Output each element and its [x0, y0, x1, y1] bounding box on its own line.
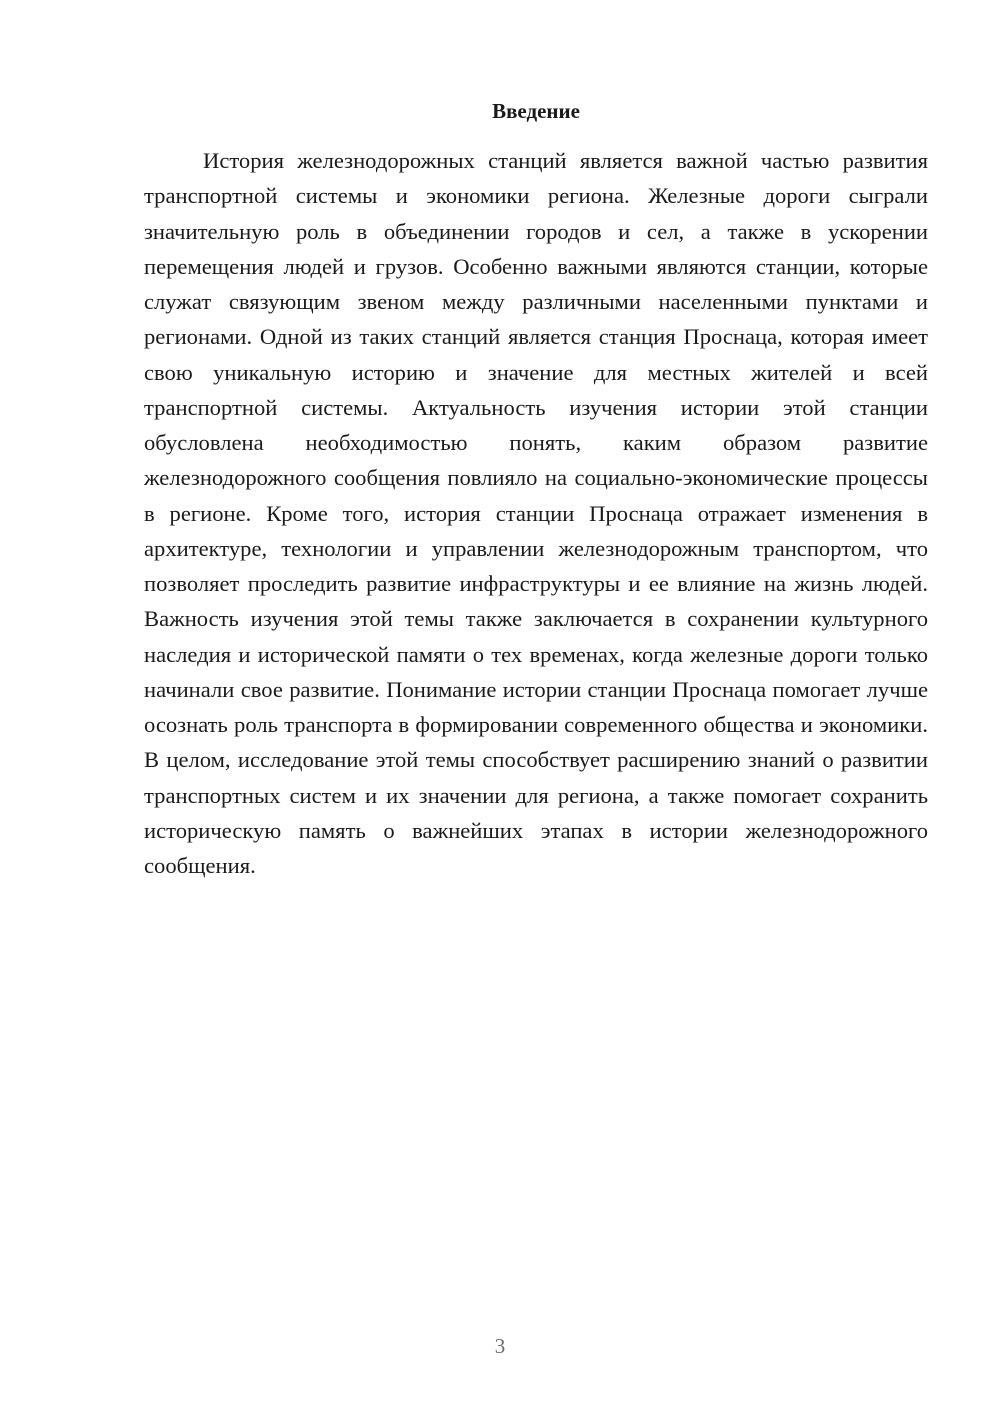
section-title: Введение	[492, 99, 580, 123]
page-number: 3	[494, 1334, 506, 1358]
intro-paragraph: История железнодорожных станций является важной частью развития транспортной системы и экономики региона. Железные дороги сыграли значительную роль в объединении городов и сел, а также в ускорении перемещения людей и грузов. Особенно важными являются станции, которые служат связующим звеном между различными населенными пунктами и регионами. Одной из таких станций является станция Проснаца, которая имеет свою уникальную историю и значение для местных жителей и всей транспортной системы. Актуальность изучения истории этой станции обусловлена необходимостью понять, каким образом развитие железнодорожного сообщения повлияло на социально-экономические процессы в регионе. Кроме того, история станции Проснаца отражает изменения в архитектуре, технологии и управлении железнодорожным транспортом, что позволяет проследить развитие инфраструктуры и ее влияние на жизнь людей. Важность изучения этой темы также заключается в сохранении культурного наследия и исторической памяти о тех временах, когда железные дороги только начинали свое развитие. Понимание истории станции Проснаца помогает лучше осознать роль транспорта в формировании современного общества и экономики. В целом, исследование этой темы способствует расширению знаний о развитии транспортных систем и их значении для региона, а также помогает сохранить историческую память о важнейших этапах в истории железнодорожного сообщения.	[144, 148, 928, 878]
